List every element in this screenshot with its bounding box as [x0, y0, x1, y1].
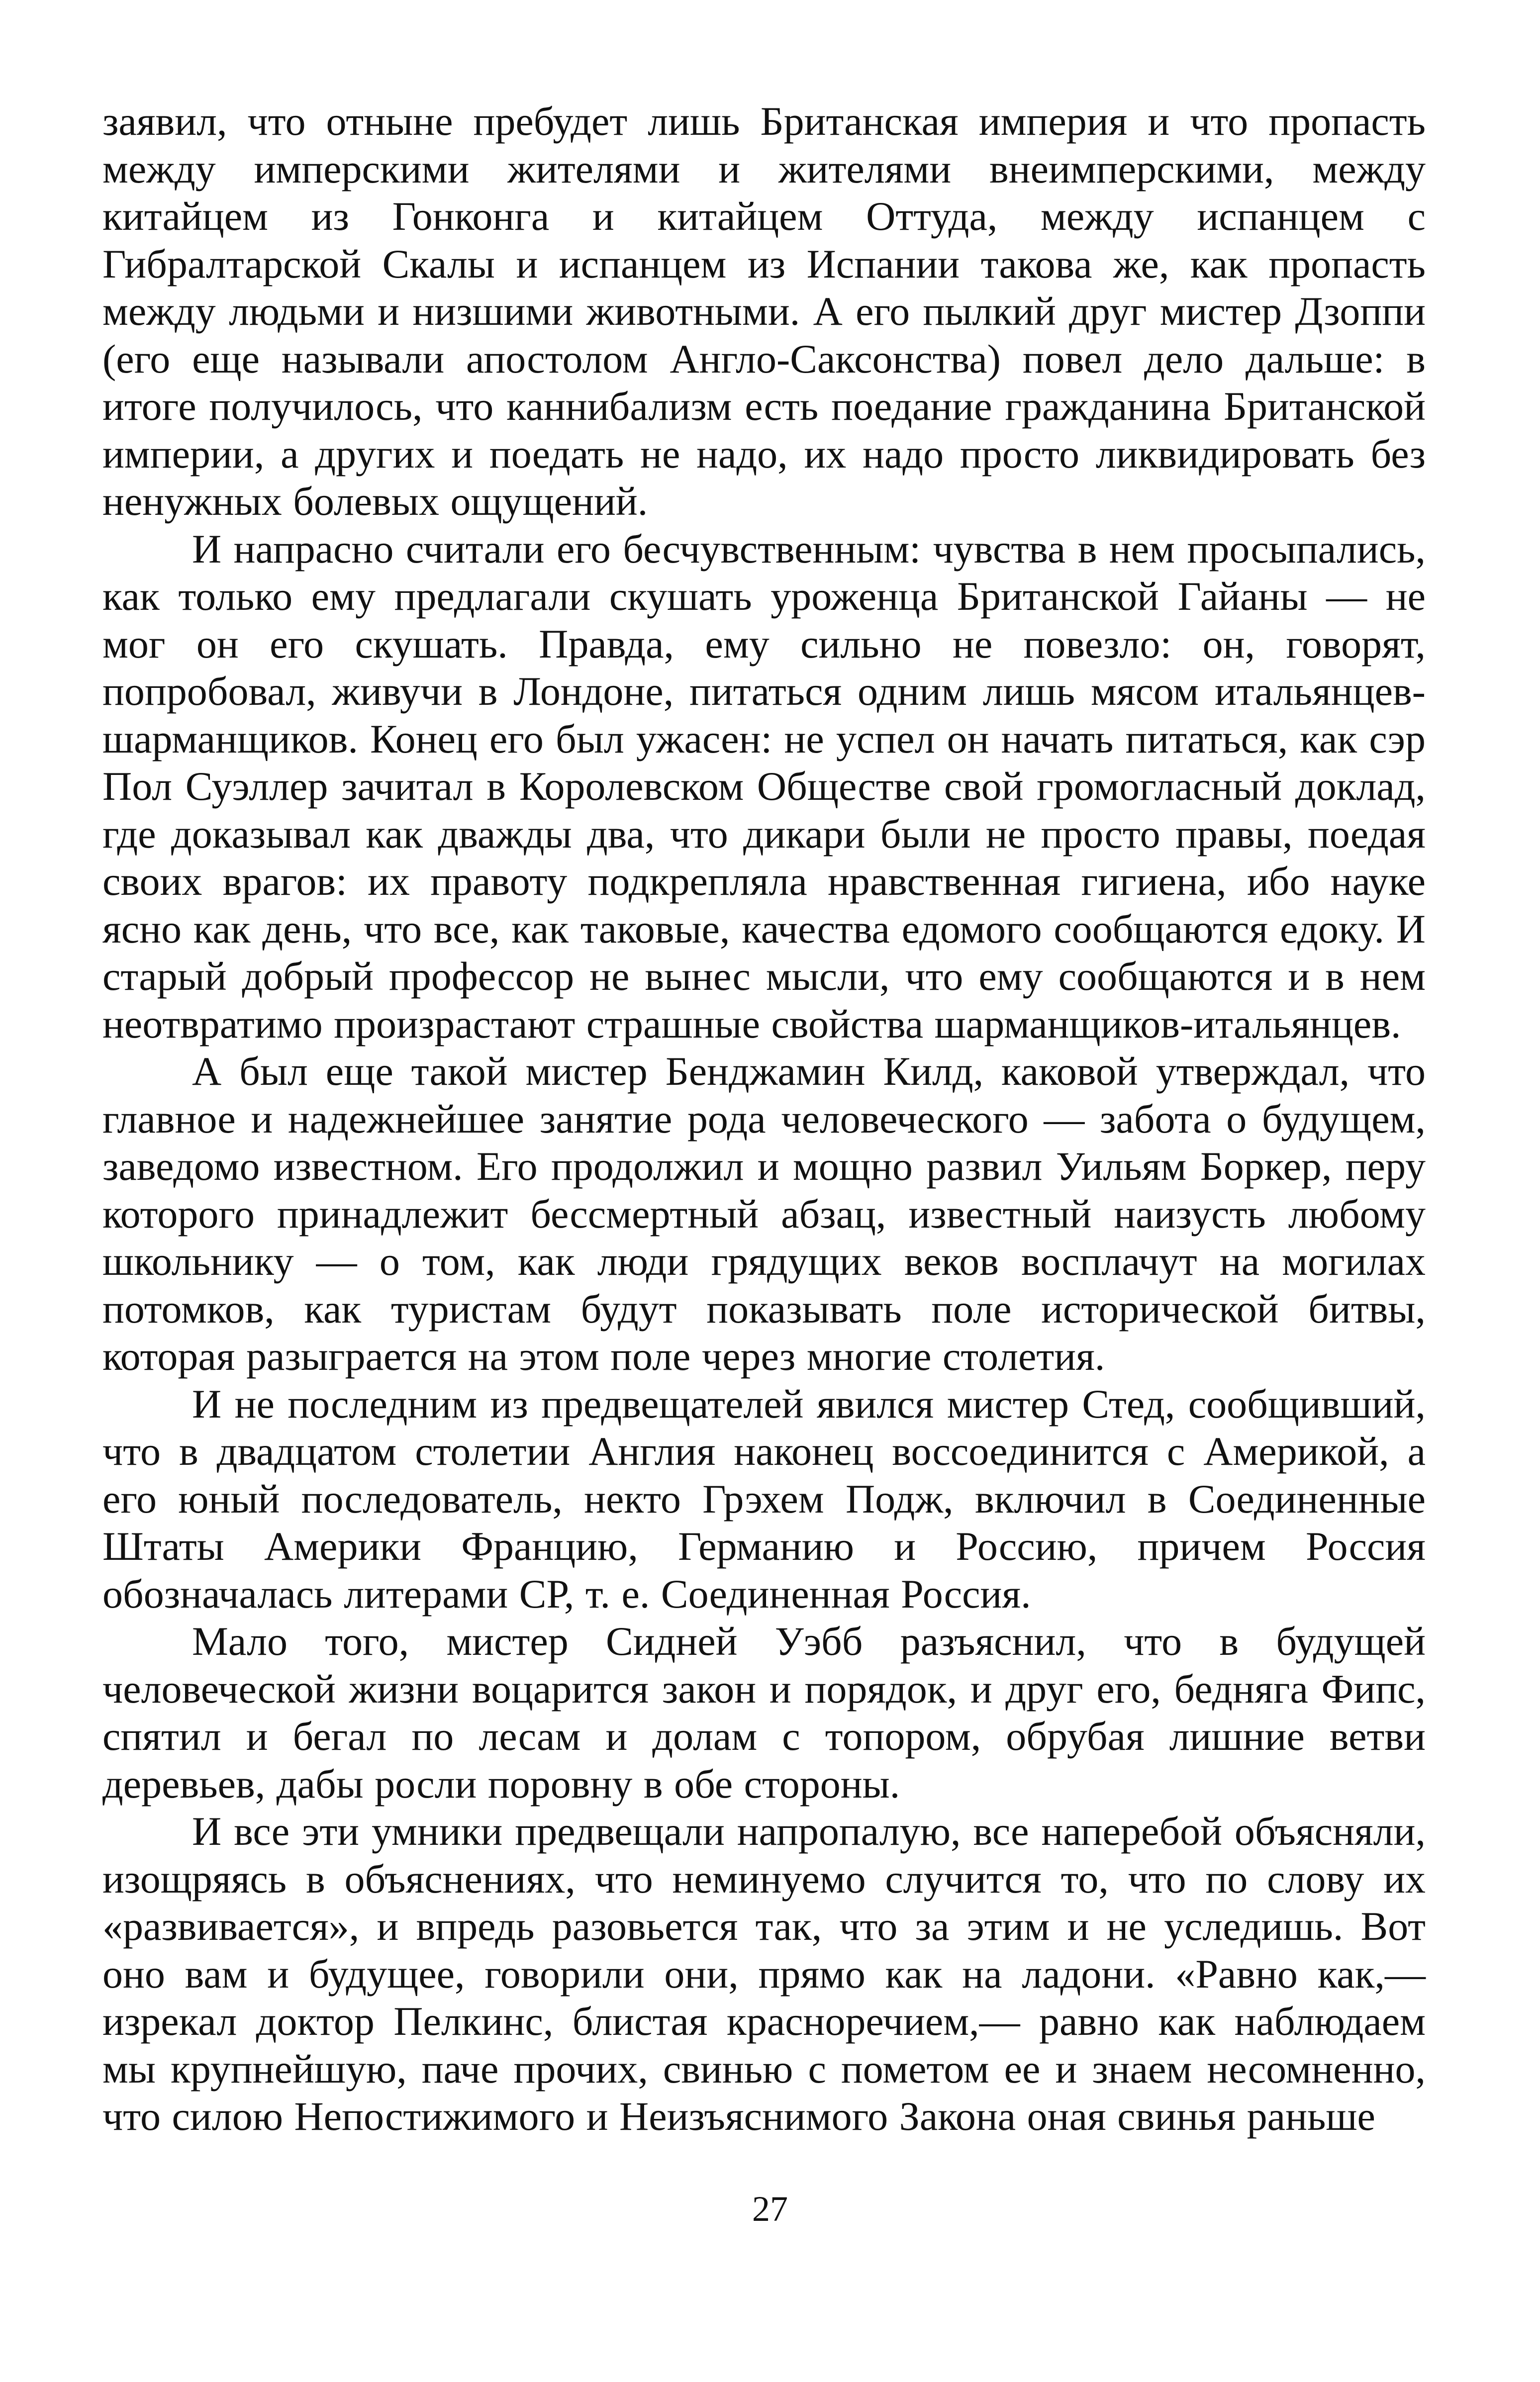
body-text [102, 97, 1426, 2140]
paragraph: И напрасно считали его бесчувственным: чувства в нем просыпались, как только ему предлагали скушать уроженца Британской Гайаны — не мог он его скушать. Правда, ему сильно не повезло: он, говорят, попробовал, живучи в Лондоне, питаться одним лишь мясом итальянцев-шарманщиков. Конец его был ужасен: не успел он начать питаться, как сэр Пол Суэллер зачитал в Королевском Обществе свой громогласный доклад, где доказывал как дважды два, что дикари были не просто правы, поедая своих врагов: их правоту подкрепляла нравственная гигиена, ибо науке ясно как день, что все, как таковые, качества едомого сообщаются едоку. И старый добрый профессор не вынес мысли, что ему сообщаются и в нем неотвратимо произрастают страшные свойства шарманщиков-итальянцев. [102, 526, 1426, 1047]
paragraph: Мало того, мистер Сидней Уэбб разъяснил, что в будущей человеческой жизни воцарится закон и порядок, и друг его, бедняга Фипс, спятил и бегал по лесам и долам с топором, обрубая лишние ветви деревьев, дабы росли поровну в обе стороны. [102, 1619, 1426, 1807]
paragraph: И все эти умники предвещали напропалую, все наперебой объясняли, изощряясь в объяснениях, что неминуемо случится то, что по слову их «развивается», и впредь разовьется так, что за этим и не уследишь. Вот оно вам и будущее, говорили они, прямо как на ладони. «Равно как,— изрекал доктор Пелкинс, блистая красноречием,— равно как наблюдаем мы крупнейшую, паче прочих, свинью с пометом ее и знаем несомненно, что силою Непостижимого и Неизъяснимого Закона оная свинья раньше [102, 1809, 1426, 2139]
paragraph: И не последним из предвещателей явился мистер Стед, сообщивший, что в двадцатом столетии Англия наконец воссоединится с Америкой, а его юный последователь, некто Грэхем Подж, включил в Соединенные Штаты Америки Францию, Германию и Россию, причем Россия обозначалась литерами СР, т. е. Соединенная Россия. [102, 1381, 1426, 1617]
paragraph-continued: заявил, что отныне пребудет лишь Британская империя и что пропасть между имперскими жителями и жителями внеимперскими, между китайцем из Гонконга и китайцем Оттуда, между испанцем с Гибралтарской Скалы и испанцем из Испании такова же, как пропасть между людьми и низшими животными. А его пылкий друг мистер Дзоппи (его еще называли апостолом Англо-Саксонства) повел дело дальше: в итоге получилось, что каннибализм есть поедание гражданина Британской империи, а других и поедать не надо, их надо просто ликвидировать без ненужных болевых ощущений. [102, 98, 1426, 524]
page-number: 27 [752, 2189, 788, 2229]
paragraph: А был еще такой мистер Бенджамин Килд, каковой утверждал, что главное и надежнейшее занятие рода человеческого — забота о будущем, заведомо известном. Его продолжил и мощно развил Уильям Боркер, перу которого принадлежит бессмертный абзац, известный наизусть любому школьнику — о том, как люди грядущих веков восплачут на могилах потомков, как туристам будут показывать поле исторической битвы, которая разыграется на этом поле через многие столетия. [102, 1048, 1426, 1379]
